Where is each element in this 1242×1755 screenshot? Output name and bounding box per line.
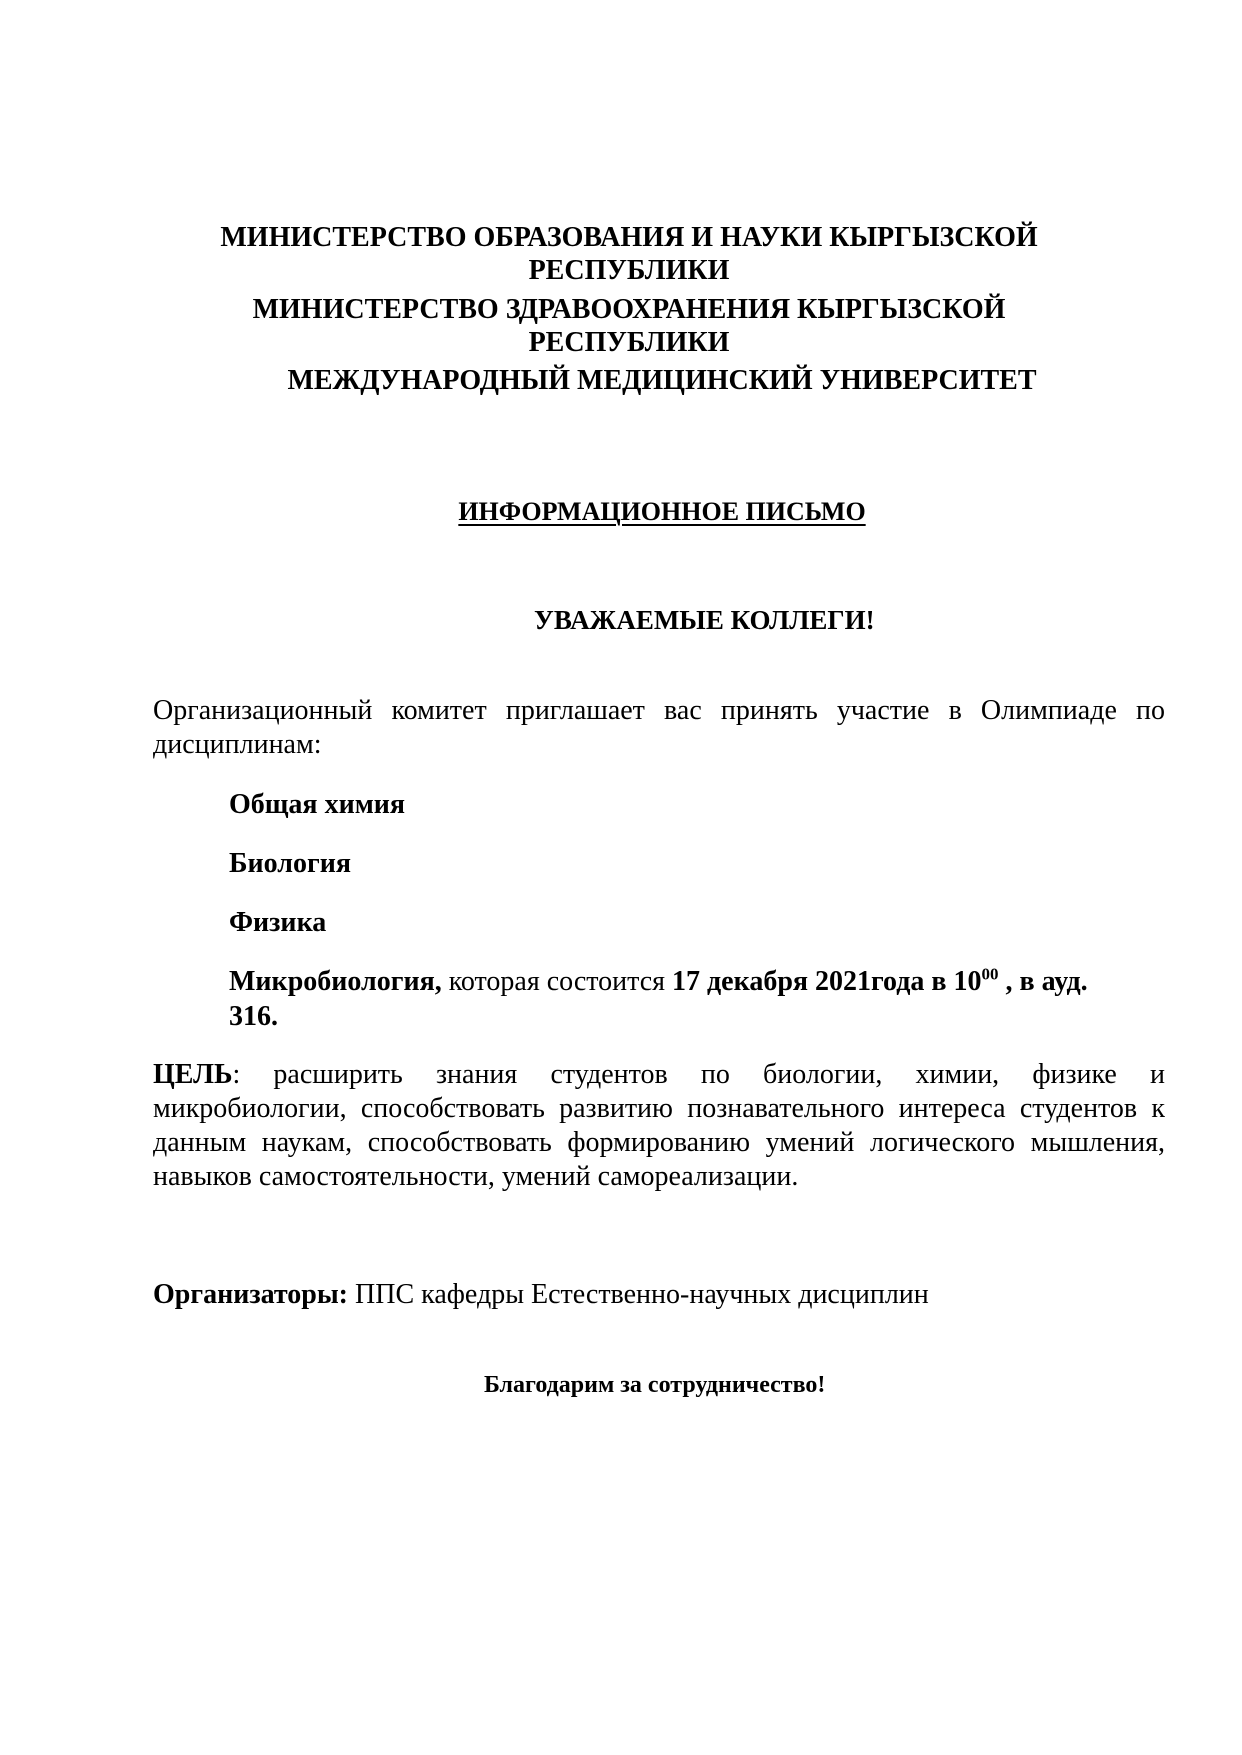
intro-line: дисциплинам:: [153, 729, 322, 760]
goal-label: ЦЕЛЬ: [153, 1059, 233, 1090]
thanks-line: Благодарим за сотрудничество!: [484, 1372, 826, 1398]
event-room: 316.: [229, 1001, 278, 1032]
letter-title: ИНФОРМАЦИОННОЕ ПИСЬМО: [458, 497, 866, 526]
organizers-text: ППС кафедры Естественно-научных дисциплин: [348, 1279, 929, 1310]
goal-line: данным наукам, способствовать формированию умений логического мышления,: [153, 1127, 1165, 1158]
event-time-superscript: 00: [981, 964, 999, 984]
goal-line: навыков самостоятельности, умений самореализации.: [153, 1161, 799, 1192]
event-discipline: Микробиология,: [229, 966, 442, 997]
event-place: , в ауд.: [998, 966, 1088, 997]
ministry-health-line2: РЕСПУБЛИКИ: [528, 327, 730, 358]
goal-text: : расширить знания студентов по биологии, химии, физике и: [232, 1059, 1165, 1090]
university-name: МЕЖДУНАРОДНЫЙ МЕДИЦИНСКИЙ УНИВЕРСИТЕТ: [287, 365, 1037, 396]
goal-line: [153, 1058, 1165, 1092]
intro-line: Организационный комитет приглашает вас принять участие в Олимпиаде по: [153, 695, 1165, 726]
ministry-education-line2: РЕСПУБЛИКИ: [528, 255, 730, 286]
event-line: [229, 965, 1088, 999]
ministry-education-line1: МИНИСТЕРСТВО ОБРАЗОВАНИЯ И НАУКИ КЫРГЫЗСКОЙ: [220, 222, 1038, 253]
intro-paragraph: [153, 694, 1165, 762]
event-date: 17 декабря 2021года в 10: [672, 966, 982, 997]
discipline-item: Биология: [229, 848, 351, 879]
event-text: которая состоится: [441, 966, 673, 997]
salutation: УВАЖАЕМЫЕ КОЛЛЕГИ!: [534, 605, 875, 635]
discipline-item: Физика: [229, 907, 327, 938]
organizers-line: [153, 1278, 929, 1312]
organizers-label: Организаторы:: [153, 1279, 349, 1310]
ministry-health-line1: МИНИСТЕРСТВО ЗДРАВООХРАНЕНИЯ КЫРГЫЗСКОЙ: [252, 294, 1006, 325]
goal-line: микробиологии, способствовать развитию познавательного интереса студентов к: [153, 1093, 1165, 1124]
discipline-item: Общая химия: [229, 789, 406, 820]
goal-paragraph: [153, 1058, 1165, 1194]
